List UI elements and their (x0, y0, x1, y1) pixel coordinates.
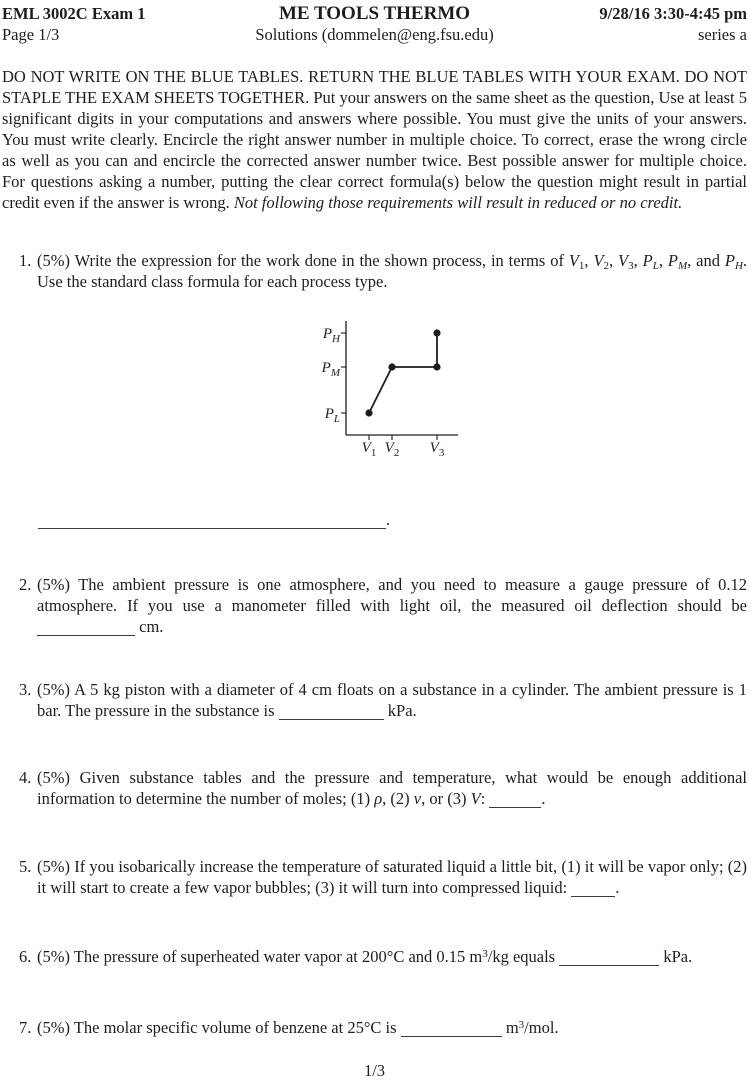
answer-line-row: . (38, 509, 747, 530)
answer-blank (279, 718, 384, 720)
figure-container (318, 318, 747, 456)
question-number: 3. (19, 680, 32, 699)
svg-text:PM: $P_M$ (321, 360, 340, 379)
question-number: 7. (19, 1018, 32, 1037)
answer-blank (37, 634, 135, 636)
header-left (2, 3, 255, 45)
question-text: (5%) The pressure of superheated water vapor at 200°C and 0.15 $m^3/kg$ equals kPa. (37, 947, 693, 966)
question-number: 5. (19, 857, 32, 876)
series-label: series a (697, 25, 747, 44)
question-text: (5%) The molar specific volume of benzene at 25°C is $m^3$/mol. (37, 1018, 559, 1037)
header-right (494, 3, 747, 45)
exam-datetime: 9/28/16 3:30-4:45 pm (599, 4, 747, 23)
question-item-4 (2, 767, 747, 809)
page-header (2, 3, 747, 45)
header-center (255, 3, 493, 45)
footer-page-number: 1/3 (363, 1061, 386, 1080)
answer-blank (571, 895, 615, 897)
exam-code: EML 3002C Exam 1 (2, 4, 146, 23)
instructions-paragraph: DO NOT WRITE ON THE BLUE TABLES. RETURN THE BLUE TABLES WITH YOUR EXAM. DO NOT STAPLE THE EXAM SHEETS TOGETHER. Put your answers on the same sheet as the question, Use at least 5 significant digits in your computations and answers where possible. You must give the units of your answers. You must write clearly. Encircle the right answer number in multiple choice. To correct, erase the wrong circle as well as you can and encircle the corrected answer number twice. Best possible answer for multiple choice. For questions asking a number, putting the clear correct formula(s) below the question might result in partial credit even if the answer is wrong. Not following those requirements will result in reduced or no credit. (2, 67, 747, 212)
answer-blank (38, 527, 386, 529)
question-number: 4. (19, 768, 32, 787)
answer-blank (401, 1035, 502, 1037)
question-text: (5%) Given substance tables and the pressure and temperature, what would be enough additional information to determine the number of moles; (1) ρ, (2) v, or (3) V: . (37, 768, 747, 808)
question-item-3 (2, 679, 747, 721)
svg-text:V3: $V_3$ (429, 440, 445, 456)
question-text: (5%) A 5 kg piston with a diameter of 4 cm floats on a substance in a cylinder. The ambient pressure is 1 bar. The pressure in the substance is kPa. (37, 680, 747, 720)
answer-blank (489, 806, 541, 808)
question-number: 1. (19, 251, 32, 270)
question-item-6 (2, 946, 747, 967)
svg-text:V2: $V_2$ (384, 440, 400, 456)
svg-text:PH: $P_H$ (322, 326, 340, 345)
footer (2, 1060, 747, 1080)
question-text: (5%) If you isobarically increase the temperature of saturated liquid a little bit, (1) it will be vapor only; (2) it will start to create a few vapor bubbles; (3) it will turn into compressed liquid: . (37, 857, 747, 897)
solutions-contact: Solutions (dommelen@eng.fsu.edu) (255, 25, 494, 44)
question-number: 6. (19, 947, 32, 966)
question-text: (5%) The ambient pressure is one atmosphere, and you need to measure a gauge pressure of 0.12 atmosphere. If you use a manometer filled with light oil, the measured oil deflection should be cm. (37, 575, 747, 636)
svg-text:V1: $V_1$ (361, 440, 377, 456)
exam-title: ME TOOLS THERMO (278, 3, 471, 24)
question-item-1 (2, 250, 747, 530)
question-item-2 (2, 574, 747, 637)
question-text: (5%) Write the expression for the work done in the shown process, in terms of $V_1$, $V_2$, $V_3$, $P_L$, $P_M$, and $P_H$. Use the standard class formula for each process type. (37, 251, 748, 291)
question-item-5 (2, 856, 747, 898)
page-indicator: Page 1/3 (2, 25, 60, 44)
pv-diagram (318, 318, 483, 456)
answer-blank (559, 964, 659, 966)
svg-text:PL: $P_L$ (324, 406, 340, 425)
question-item-7 (2, 1017, 747, 1038)
question-number: 2. (19, 575, 32, 594)
